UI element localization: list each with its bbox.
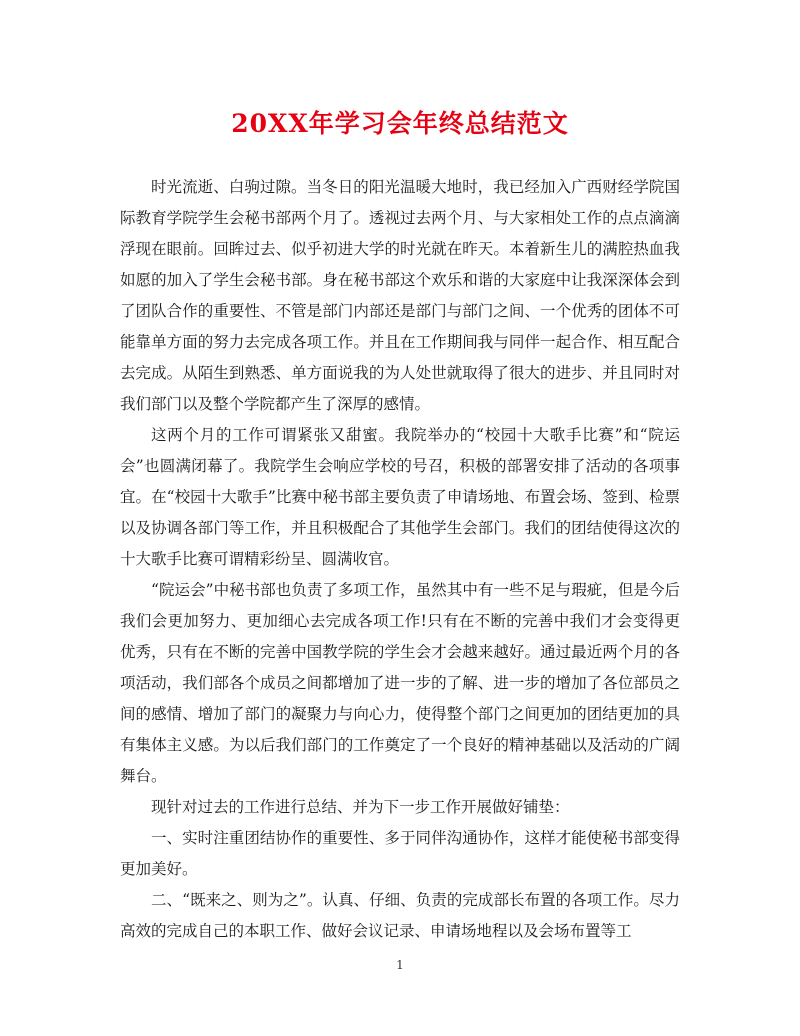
paragraph-3: “院运会”中秘书部也负责了多项工作，虽然其中有一些不足与瑕疵，但是今后我们会更加努力、更加细心去完成各项工作!只有在不断的完善中我们才会变得更优秀，只有在不断的完善中国教学院的学生会才会越来越好。通过最近两个月的各项活动，我们部各个成员之间都增加了进一步的了解、进一步的增加了各位部员之间的感情、增加了部门的凝聚力与向心力，使得整个部门之间更加的团结更加的具有集体主义感。为以后我们部门的工作奠定了一个良好的精神基础以及活动的广阔舞台。 [120, 581, 680, 785]
paragraph-1: 时光流逝、白驹过隙。当冬日的阳光温暖大地时，我已经加入广西财经学院国际教育学院学生会秘书部两个月了。透视过去两个月、与大家相处工作的点点滴滴浮现在眼前。回眸过去、似乎初进大学的时光就在昨天。本着新生儿的满腔热血我如愿的加入了学生会秘书部。身在秘书部这个欢乐和谐的大家庭中让我深深体会到了团队合作的重要性、不管是部门内部还是部门与部门之间、一个优秀的团体不可能靠单方面的努力去完成各项工作。并且在工作期间我与同伴一起合作、相互配合去完成。从陌生到熟悉、单方面说我的为人处世就取得了很大的进步、并且同时对我们部门以及整个学院都产生了深厚的感情。 [120, 178, 680, 413]
document-body [120, 172, 680, 947]
document-title: 20XX年学习会年终总结范文 [231, 109, 569, 138]
paragraph-4: 现针对过去的工作进行总结、并为下一步工作开展做好铺垫： [151, 798, 570, 816]
page-number: 1 [396, 958, 404, 972]
paragraph-5: 一、实时注重团结协作的重要性、多于同伴沟通协作，这样才能使秘书部变得更加美好。 [120, 829, 680, 878]
paragraph-6: 二、“既来之、则为之”。认真、仔细、负责的完成部长布置的各项工作。尽力高效的完成自己的本职工作、做好会议记录、申请场地程以及会场布置等工 [120, 891, 680, 940]
paragraph-2: 这两个月的工作可谓紧张又甜蜜。我院举办的“校园十大歌手比赛”和“院运会”也圆满闭幕了。我院学生会响应学校的号召，积极的部署安排了活动的各项事宜。在“校园十大歌手”比赛中秘书部主要负责了申请场地、布置会场、签到、检票以及协调各部门等工作，并且积极配合了其他学生会部门。我们的团结使得这次的十大歌手比赛可谓精彩纷呈、圆满收官。 [120, 426, 680, 568]
